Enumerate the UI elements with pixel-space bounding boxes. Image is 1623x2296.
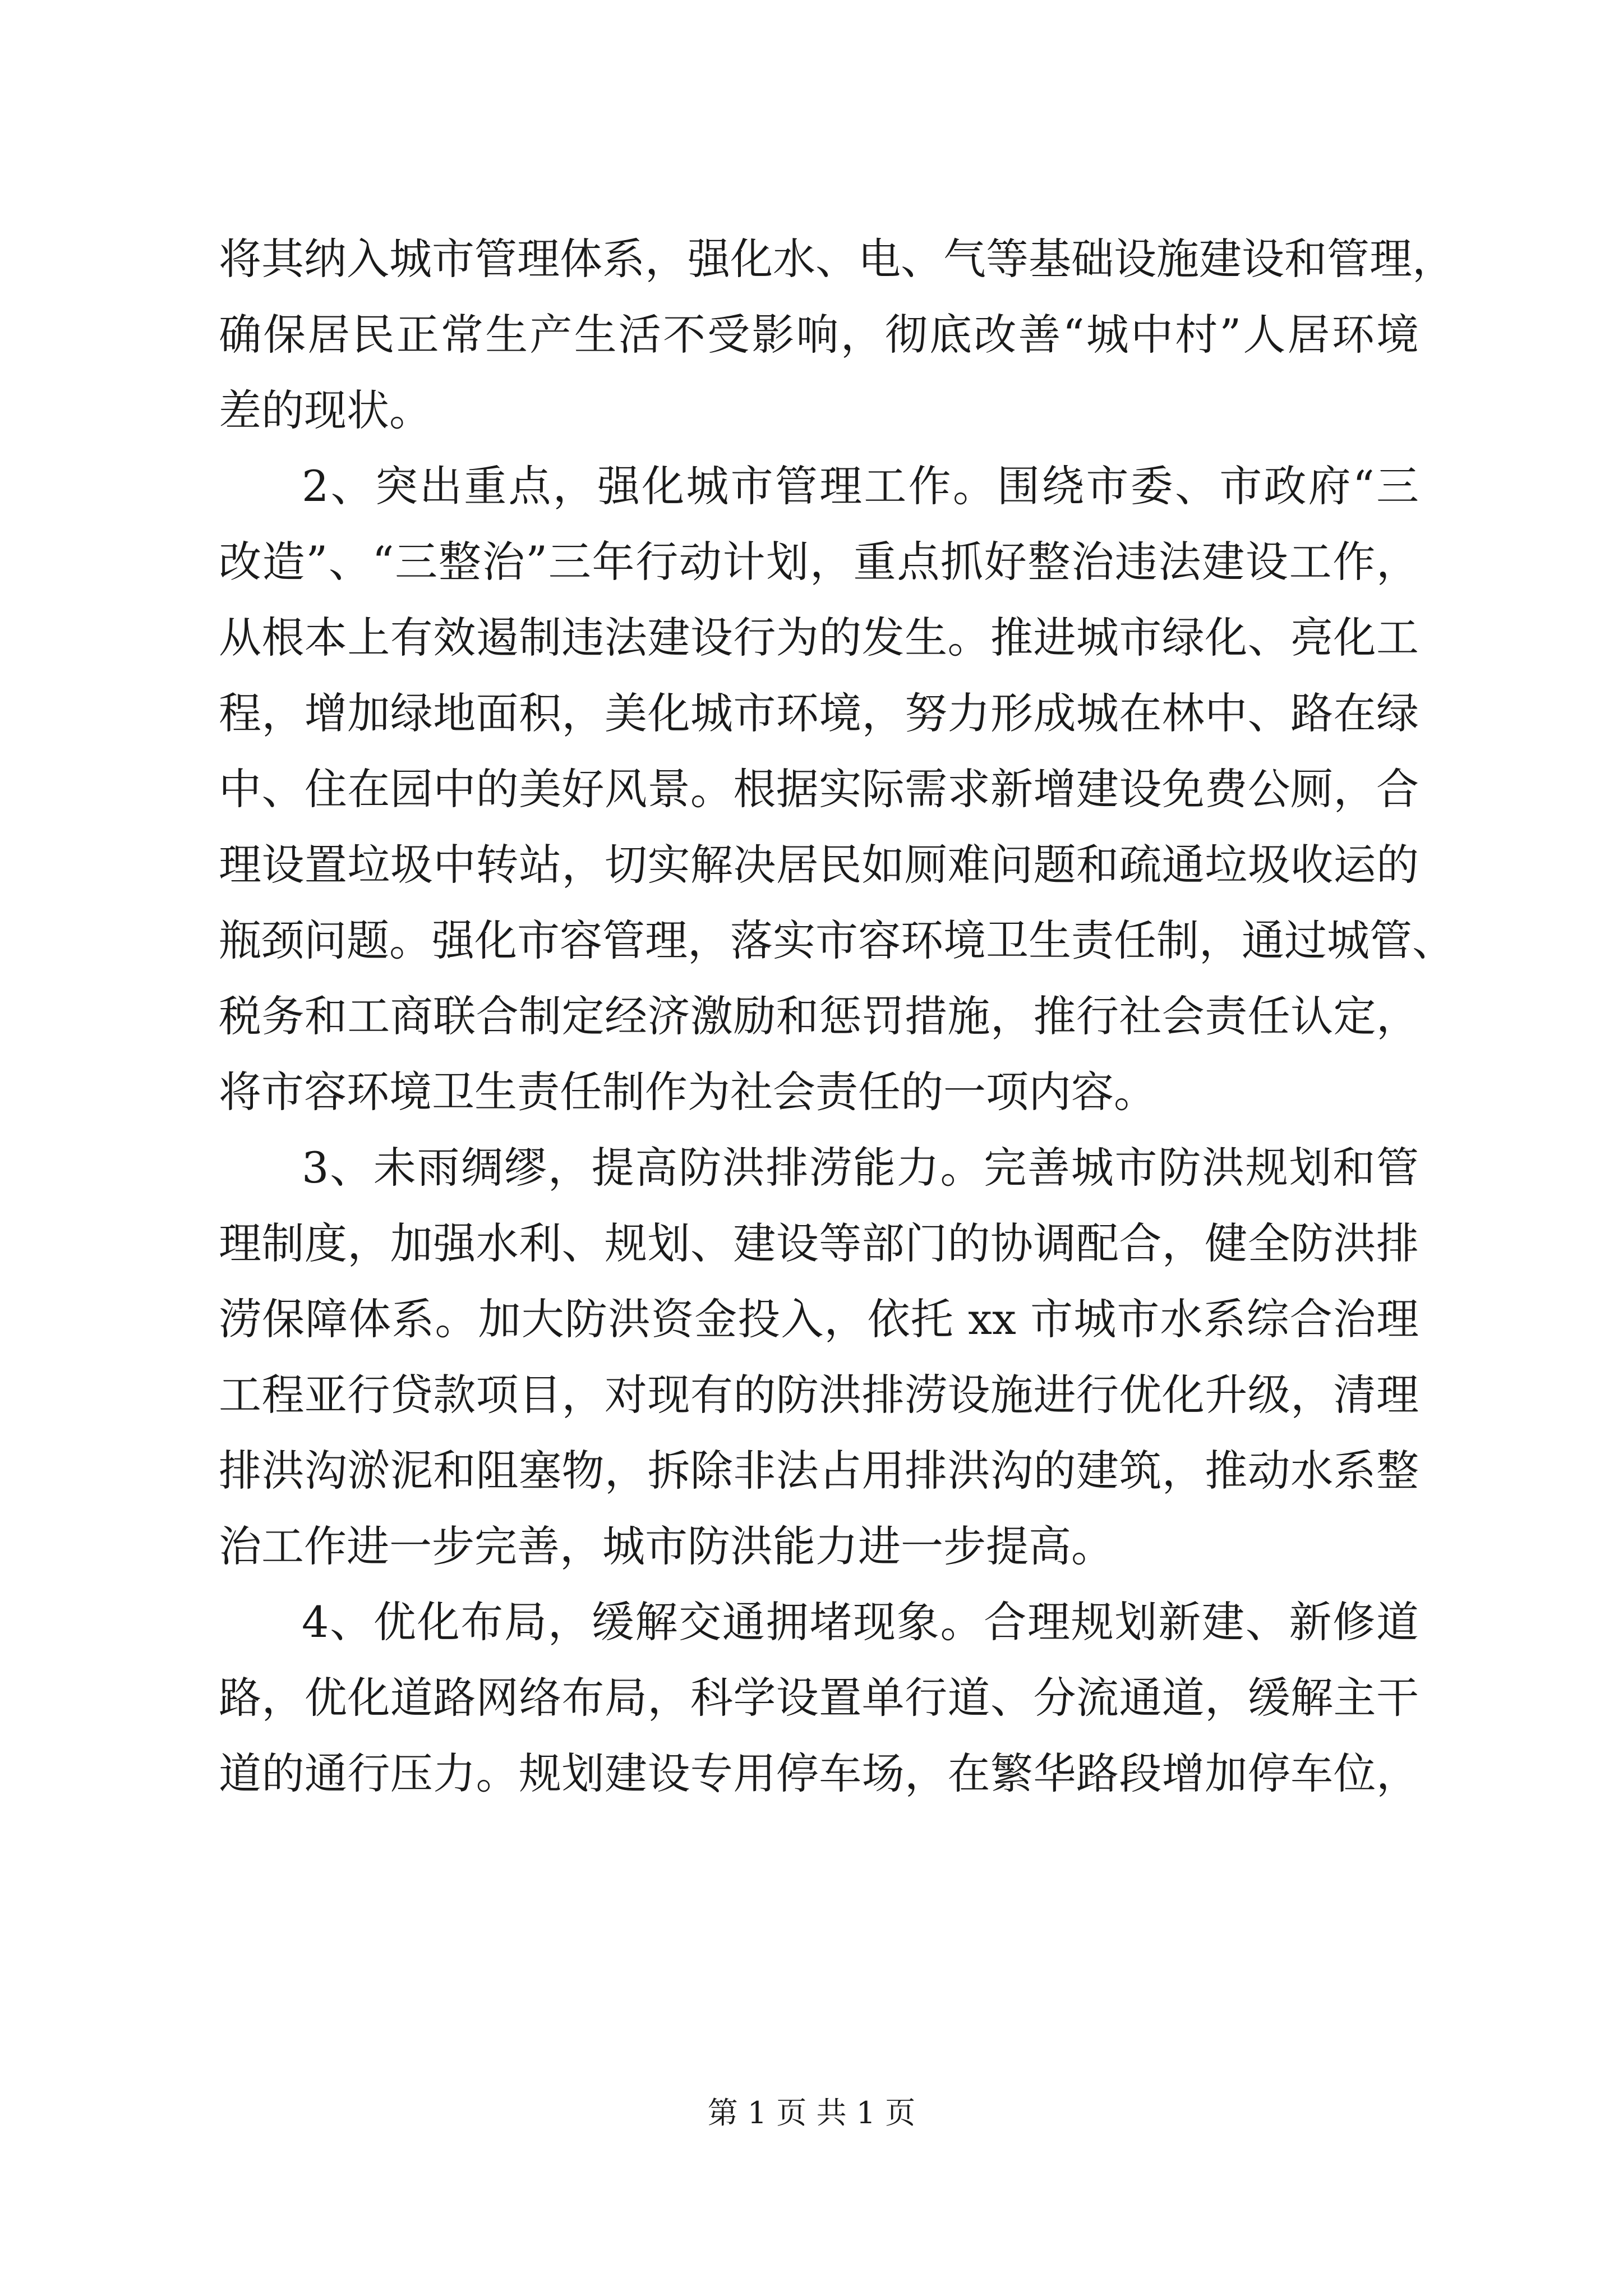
text-line: 税务和工商联合制定经济激励和惩罚措施，推行社会责任认定， <box>219 991 1419 1041</box>
text-line: 中、住在园中的美好风景。根据实际需求新增建设免费公厕，合 <box>219 764 1419 814</box>
paragraph-start-line: 2、突出重点，强化城市管理工作。围绕市委、市政府“三 <box>302 461 1419 511</box>
text-line: 排洪沟淤泥和阻塞物，拆除非法占用排洪沟的建筑，推动水系整 <box>219 1446 1419 1496</box>
text-line: 从根本上有效遏制违法建设行为的发生。推进城市绿化、亮化工 <box>219 613 1419 662</box>
text-line: 治工作进一步完善，城市防洪能力进一步提高。 <box>219 1521 1114 1571</box>
page-footer: 第 1 页 共 1 页 <box>707 2095 916 2131</box>
text-line: 差的现状。 <box>219 385 432 435</box>
text-line: 理制度，加强水利、规划、建设等部门的协调配合，健全防洪排 <box>219 1218 1419 1268</box>
text-line: 将其纳入城市管理体系，强化水、电、气等基础设施建设和管理， <box>219 234 1455 284</box>
text-line: 理设置垃圾中转站，切实解决居民如厕难问题和疏通垃圾收运的 <box>219 840 1419 890</box>
text-line: 路，优化道路网络布局，科学设置单行道、分流通道，缓解主干 <box>219 1673 1419 1723</box>
text-line: 确保居民正常生产生活不受影响，彻底改善“城中村”人居环境 <box>219 310 1419 360</box>
text-line: 瓶颈问题。强化市容管理，落实市容环境卫生责任制，通过城管、 <box>219 915 1455 965</box>
text-line: 道的通行压力。规划建设专用停车场，在繁华路段增加停车位， <box>219 1749 1419 1798</box>
text-line: 改造”、“三整治”三年行动计划，重点抓好整治违法建设工作， <box>219 537 1419 587</box>
text-line: 涝保障体系。加大防洪资金投入，依托 xx 市城市水系综合治理 <box>219 1294 1419 1344</box>
text-line: 工程亚行贷款项目，对现有的防洪排涝设施进行优化升级，清理 <box>219 1370 1419 1420</box>
text-line: 将市容环境卫生责任制作为社会责任的一项内容。 <box>219 1067 1156 1117</box>
paragraph-start-line: 4、优化布局，缓解交通拥堵现象。合理规划新建、新修道 <box>302 1597 1419 1647</box>
text-line: 程，增加绿地面积，美化城市环境，努力形成城在林中、路在绿 <box>219 688 1419 738</box>
paragraph-start-line: 3、未雨绸缪，提高防洪排涝能力。完善城市防洪规划和管 <box>302 1143 1419 1193</box>
